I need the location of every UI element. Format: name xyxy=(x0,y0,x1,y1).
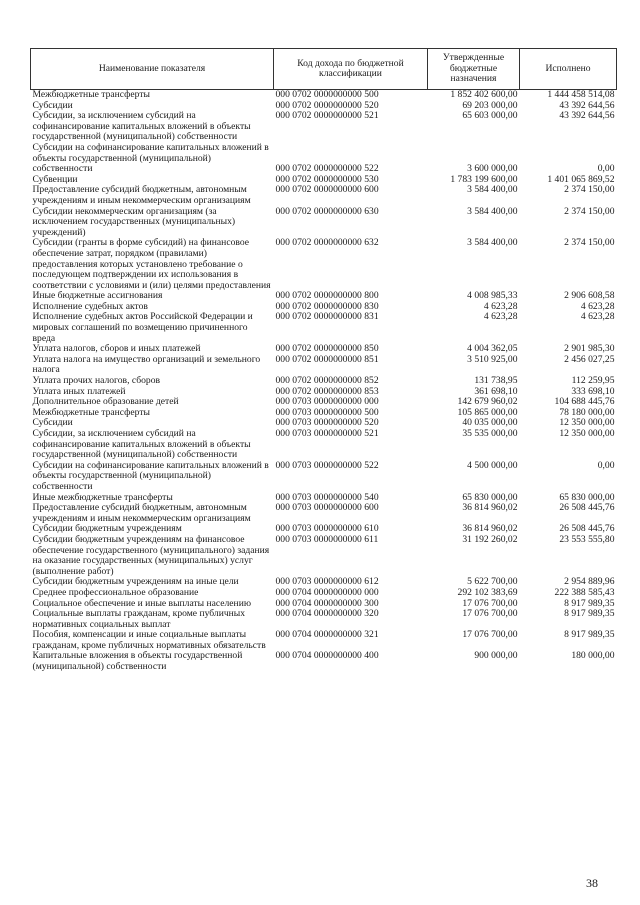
row-approved: 17 076 700,00 xyxy=(462,608,518,620)
table-row xyxy=(31,143,617,175)
row-code: 000 0703 0000000000 500 xyxy=(275,406,379,418)
table-row xyxy=(31,630,617,651)
row-name: Исполнение судебных актов xyxy=(32,300,148,312)
row-code: 000 0703 0000000000 521 xyxy=(275,428,379,439)
row-executed: 2 906 608,58 xyxy=(564,290,615,302)
row-executed: 43 392 644,56 xyxy=(559,110,615,122)
row-approved: 69 203 000,00 xyxy=(462,99,518,111)
row-name: Капитальные вложения в объекты государственной (муниципальной) собственности xyxy=(32,650,243,673)
header-indicator-name: Наименование показателя xyxy=(31,49,274,90)
table-row xyxy=(31,609,617,630)
table-row xyxy=(31,461,617,493)
row-executed: 2 374 150,00 xyxy=(564,237,615,249)
row-approved: 3 584 400,00 xyxy=(467,205,518,217)
table-row xyxy=(31,503,617,524)
row-approved: 292 102 383,69 xyxy=(457,586,518,598)
row-approved: 4 623,28 xyxy=(483,311,518,323)
table-row xyxy=(31,185,617,206)
row-approved: 3 600 000,00 xyxy=(467,163,518,175)
row-executed: 104 688 445,76 xyxy=(554,396,615,408)
row-executed: 333 698,10 xyxy=(571,385,615,397)
row-code: 000 0702 0000000000 830 xyxy=(275,300,379,312)
row-executed: 8 917 989,35 xyxy=(564,608,615,620)
row-approved: 31 192 260,02 xyxy=(462,533,518,545)
table-row xyxy=(31,111,617,143)
row-code: 000 0703 0000000000 520 xyxy=(275,417,379,429)
row-approved: 35 535 000,00 xyxy=(462,428,518,439)
row-name: Дополнительное образование детей xyxy=(32,396,179,408)
table-body xyxy=(31,90,617,673)
row-executed: 4 623,28 xyxy=(580,311,615,323)
row-approved: 3 510 925,00 xyxy=(467,353,518,365)
row-code: 000 0704 0000000000 000 xyxy=(275,586,379,598)
table-header-row xyxy=(31,49,617,90)
header-income-code: Код дохода по бюджетной классификации xyxy=(274,49,428,90)
table-row xyxy=(31,355,617,376)
row-executed: 2 456 027,25 xyxy=(564,353,615,365)
table-row xyxy=(31,238,617,291)
row-name: Межбюджетные трансферты xyxy=(32,89,150,100)
row-code: 000 0702 0000000000 520 xyxy=(275,99,379,111)
row-code: 000 0702 0000000000 850 xyxy=(275,343,379,355)
row-approved: 65 603 000,00 xyxy=(462,110,518,122)
row-approved: 1 783 199 600,00 xyxy=(450,173,518,185)
table-row xyxy=(31,207,617,239)
row-code: 000 0702 0000000000 800 xyxy=(275,290,379,302)
row-name: Субвенции xyxy=(32,173,78,185)
row-name: Субсидии, за исключением субсидий на софинансирование капитальных вложений в объекты государственной (муниципальной) собственности xyxy=(32,110,251,143)
row-approved: 131 738,95 xyxy=(474,375,518,387)
row-approved: 105 865 000,00 xyxy=(457,406,518,418)
row-code: 000 0702 0000000000 851 xyxy=(275,353,379,365)
row-name: Межбюджетные трансферты xyxy=(32,406,150,418)
row-name: Среднее профессиональное образование xyxy=(32,586,199,598)
row-executed: 222 388 585,43 xyxy=(554,586,615,598)
table-row xyxy=(31,588,617,599)
table-row xyxy=(31,312,617,344)
row-code: 000 0702 0000000000 853 xyxy=(275,385,379,397)
table-row xyxy=(31,90,617,101)
row-approved: 40 035 000,00 xyxy=(462,417,518,429)
row-executed: 4 623,28 xyxy=(580,300,615,312)
row-code: 000 0703 0000000000 600 xyxy=(275,502,379,514)
row-code: 000 0703 0000000000 540 xyxy=(275,491,379,503)
row-name: Уплата иных платежей xyxy=(32,385,126,397)
row-name: Субсидии бюджетным учреждениям на иные цели xyxy=(32,576,239,588)
row-approved: 4 008 985,33 xyxy=(467,290,518,302)
row-executed: 65 830 000,00 xyxy=(559,491,615,503)
row-approved: 361 698,10 xyxy=(474,385,518,397)
row-executed: 112 259,95 xyxy=(571,375,615,387)
row-code: 000 0703 0000000000 612 xyxy=(275,576,379,588)
budget-table xyxy=(30,48,617,673)
row-name: Иные бюджетные ассигнования xyxy=(32,290,163,302)
row-approved: 3 584 400,00 xyxy=(467,237,518,249)
row-name: Социальное обеспечение и иные выплаты населению xyxy=(32,597,251,609)
row-executed: 2 374 150,00 xyxy=(564,205,615,217)
row-name: Субсидии бюджетным учреждениям xyxy=(32,523,182,535)
row-executed: 1 401 065 869,52 xyxy=(547,173,615,185)
row-approved: 5 622 700,00 xyxy=(467,576,518,588)
row-name: Субсидии на софинансирование капитальных вложений в объекты государственной (муниципальной) собственности xyxy=(32,459,269,492)
row-name: Субсидии некоммерческим организациям (за исключением государственных (муниципальных) учреждений) xyxy=(32,205,236,238)
row-name: Исполнение судебных актов Российской Федерации и мировых соглашений по возмещению причиненного вреда xyxy=(32,311,253,344)
row-approved: 1 852 402 600,00 xyxy=(450,89,518,100)
row-executed: 12 350 000,00 xyxy=(559,428,615,439)
row-code: 000 0702 0000000000 530 xyxy=(275,173,379,185)
row-executed: 8 917 989,35 xyxy=(564,629,615,641)
row-approved: 3 584 400,00 xyxy=(467,184,518,196)
row-name: Предоставление субсидий бюджетным, автономным учреждениям и иным некоммерческим организациям xyxy=(32,184,251,206)
header-approved-amount: Утвержденные бюджетные назначения xyxy=(428,49,520,90)
row-executed: 180 000,00 xyxy=(571,650,615,662)
row-executed: 2 374 150,00 xyxy=(564,184,615,196)
row-approved: 65 830 000,00 xyxy=(462,491,518,503)
row-executed: 26 508 445,76 xyxy=(559,502,615,514)
row-name: Предоставление субсидий бюджетным, автономным учреждениям и иным некоммерческим организациям xyxy=(32,502,251,524)
row-approved: 36 814 960,02 xyxy=(462,523,518,535)
row-approved: 4 623,28 xyxy=(483,300,518,312)
row-approved: 36 814 960,02 xyxy=(462,502,518,514)
row-executed: 26 508 445,76 xyxy=(559,523,615,535)
row-code: 000 0702 0000000000 500 xyxy=(275,89,379,100)
row-approved: 17 076 700,00 xyxy=(462,597,518,609)
row-name: Уплата налога на имущество организаций и земельного налога xyxy=(32,353,261,376)
header-executed-amount: Исполнено xyxy=(520,49,617,90)
row-executed: 12 350 000,00 xyxy=(559,417,615,429)
row-name: Субсидии xyxy=(32,417,73,429)
row-executed: 0,00 xyxy=(597,459,615,471)
row-approved: 17 076 700,00 xyxy=(462,629,518,641)
row-approved: 142 679 960,02 xyxy=(457,396,518,408)
row-code: 000 0702 0000000000 522 xyxy=(275,163,379,175)
row-name: Субсидии бюджетным учреждениям на финансовое обеспечение государственного (муниципального) задания на оказание государственных (муниципальных) услуг (выполнение работ) xyxy=(32,533,270,577)
row-code: 000 0702 0000000000 630 xyxy=(275,205,379,217)
row-name: Уплата прочих налогов, сборов xyxy=(32,375,161,387)
row-executed: 43 392 644,56 xyxy=(559,99,615,111)
row-code: 000 0703 0000000000 611 xyxy=(275,533,379,545)
row-code: 000 0703 0000000000 522 xyxy=(275,459,379,471)
row-name: Субсидии, за исключением субсидий на софинансирование капитальных вложений в объекты государственной (муниципальной) собственности xyxy=(32,428,251,461)
row-code: 000 0703 0000000000 610 xyxy=(275,523,379,535)
row-executed: 78 180 000,00 xyxy=(559,406,615,418)
row-name: Уплата налогов, сборов и иных платежей xyxy=(32,343,201,355)
row-name: Пособия, компенсации и иные социальные выплаты гражданам, кроме публичных нормативных обязательств xyxy=(32,629,266,651)
row-code: 000 0704 0000000000 320 xyxy=(275,608,379,620)
row-approved: 4 004 362,05 xyxy=(467,343,518,355)
row-executed: 2 901 985,30 xyxy=(564,343,615,355)
row-approved: 4 500 000,00 xyxy=(467,459,518,471)
row-name: Субсидии xyxy=(32,99,73,111)
row-code: 000 0704 0000000000 400 xyxy=(275,650,379,662)
row-executed: 2 954 889,96 xyxy=(564,576,615,588)
row-code: 000 0704 0000000000 300 xyxy=(275,597,379,609)
row-code: 000 0704 0000000000 321 xyxy=(275,629,379,641)
row-executed: 8 917 989,35 xyxy=(564,597,615,609)
row-code: 000 0702 0000000000 632 xyxy=(275,237,379,249)
row-name: Субсидии (гранты в форме субсидий) на финансовое обеспечение затрат, порядком (правилами) предоставления которых установлено требование о последующем подтверждении их использования в соответствии с условиями и (или) целями предоставления xyxy=(32,237,271,291)
row-name: Субсидии на софинансирование капитальных вложений в объекты государственной (муниципальной) собственности xyxy=(32,141,269,175)
row-executed: 0,00 xyxy=(597,163,615,175)
page-number: 38 xyxy=(586,876,598,890)
row-code: 000 0702 0000000000 831 xyxy=(275,311,379,323)
table-row xyxy=(31,429,617,461)
row-name: Социальные выплаты гражданам, кроме публичных нормативных социальных выплат xyxy=(32,608,246,630)
row-code: 000 0702 0000000000 852 xyxy=(275,375,379,387)
row-executed: 23 553 555,80 xyxy=(559,533,615,545)
row-code: 000 0702 0000000000 600 xyxy=(275,184,379,196)
row-approved: 900 000,00 xyxy=(474,650,518,662)
row-code: 000 0703 0000000000 000 xyxy=(275,396,379,408)
row-name: Иные межбюджетные трансферты xyxy=(32,491,173,503)
row-executed: 1 444 458 514,08 xyxy=(547,89,615,100)
row-code: 000 0702 0000000000 521 xyxy=(275,110,379,122)
table-row xyxy=(31,651,617,672)
table-row xyxy=(31,535,617,577)
